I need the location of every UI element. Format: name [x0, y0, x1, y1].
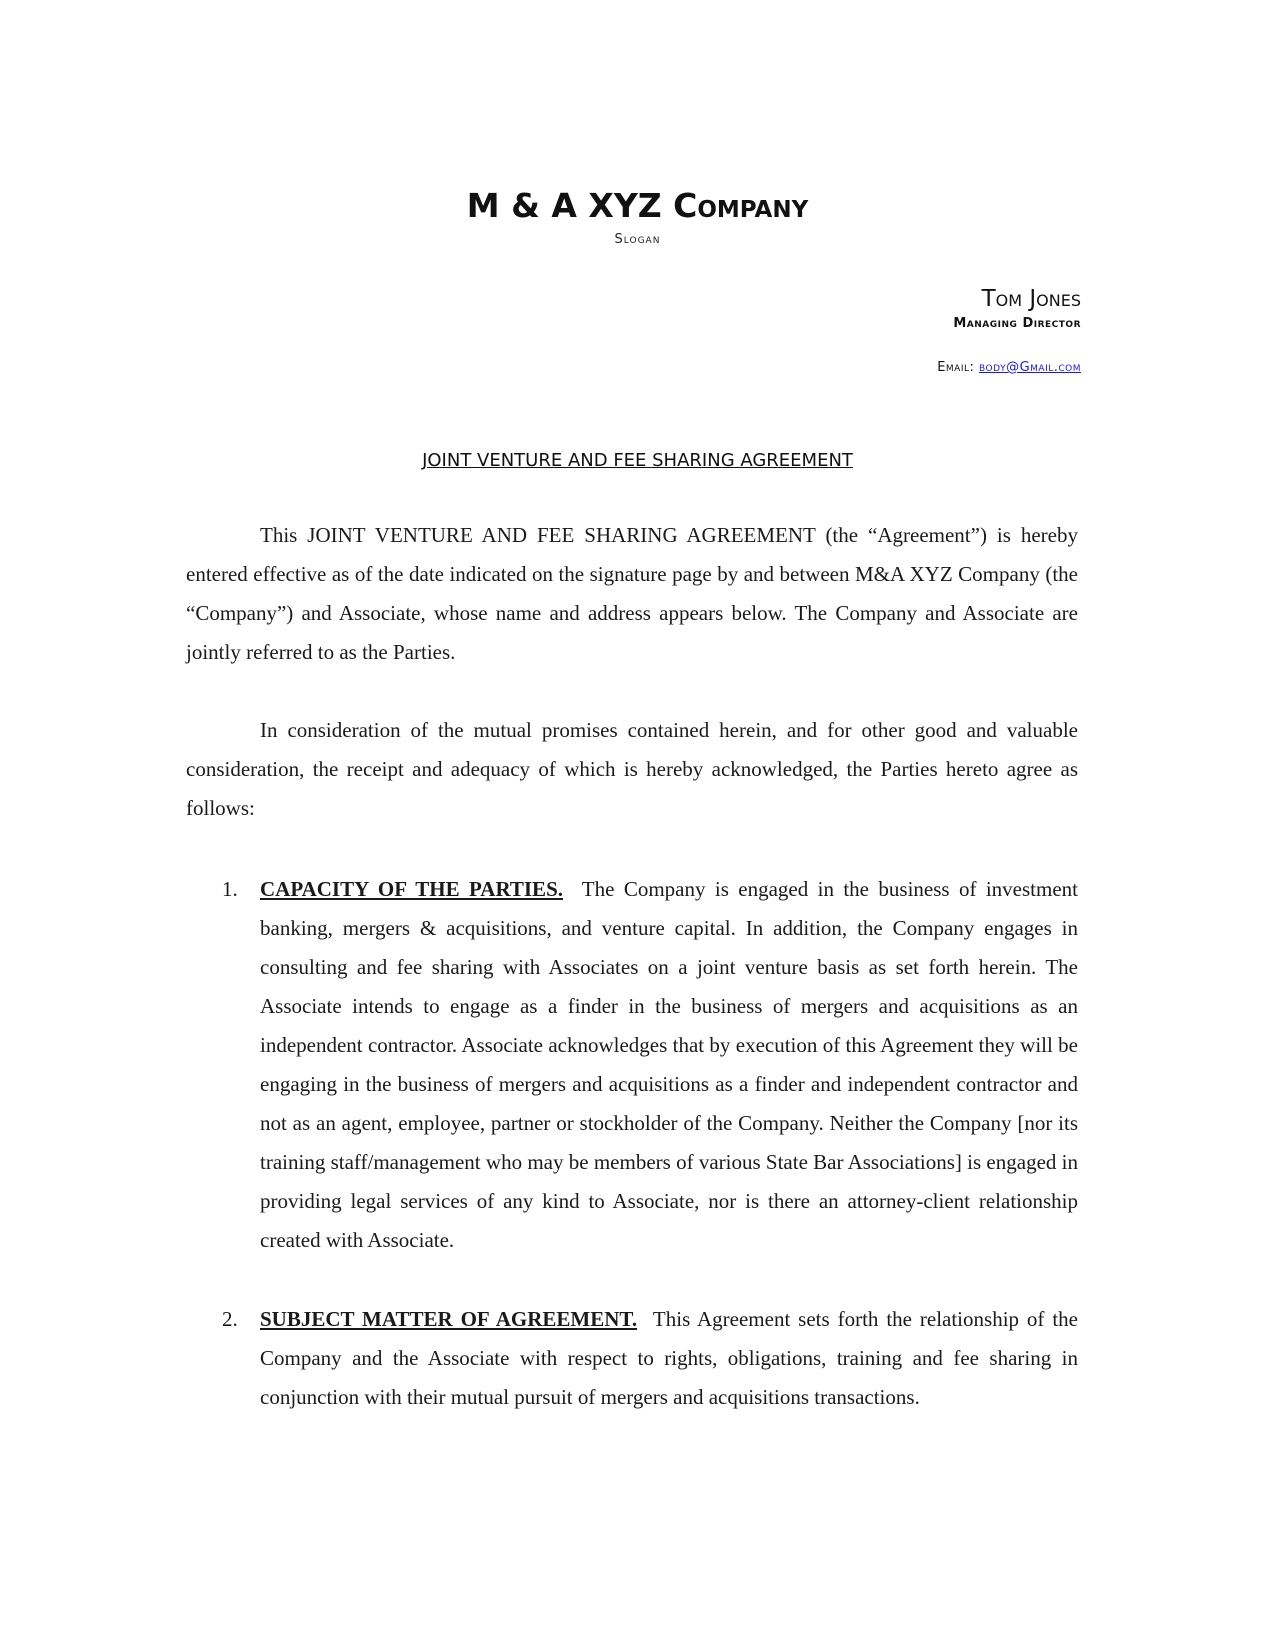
- intro-paragraph: This JOINT VENTURE AND FEE SHARING AGREEMENT (the “Agreement”) is hereby entered effective as of the date indicated on the signature page by and between M&A XYZ Company (the “Company”) and Associate, whose name and address appears below. The Company and Associate are jointly referred to as the Parties.: [186, 523, 1078, 664]
- email-link[interactable]: body@Gmail.com: [979, 360, 1081, 375]
- document-title: JOINT VENTURE AND FEE SHARING AGREEMENT: [422, 450, 853, 471]
- section-number: 2.: [222, 1307, 238, 1331]
- contact-email-line: [937, 360, 1081, 375]
- section-body: [260, 1300, 1078, 1417]
- email-label: Email:: [937, 360, 975, 375]
- contact-title: Managing Director: [953, 316, 1081, 331]
- consideration-paragraph: In consideration of the mutual promises contained herein, and for other good and valuable consideration, the receipt and adequacy of which is hereby acknowledged, the Parties hereto agree as follows:: [186, 718, 1078, 820]
- section-text: This Agreement sets forth the relationship of the Company and the Associate with respect to rights, obligations, training and fee sharing in conjunction with their mutual pursuit of mergers and acquisitions transactions.: [260, 1307, 1078, 1409]
- section-text: The Company is engaged in the business of investment banking, mergers & acquisitions, and venture capital. In addition, the Company engages in consulting and fee sharing with Associates on a joint venture basis as set forth herein. The Associate intends to engage as a finder in the business of mergers and acquisitions as an independent contractor. Associate acknowledges that by execution of this Agreement they will be engaging in the business of mergers and acquisitions as a finder and independent contractor and not as an agent, employee, partner or stockholder of the Company. Neither the Company [nor its training staff/management who may be members of various State Bar Associations] is engaged in providing legal services of any kind to Associate, nor is there an attorney-client relationship created with Associate.: [260, 877, 1078, 1252]
- contact-name: Tom Jones: [981, 286, 1081, 312]
- section-heading: CAPACITY OF THE PARTIES.: [260, 877, 563, 901]
- section-heading: SUBJECT MATTER OF AGREEMENT.: [260, 1307, 638, 1331]
- section-number: 1.: [222, 877, 238, 901]
- company-name: M & A XYZ Company: [466, 186, 809, 225]
- section-body: [260, 870, 1078, 1260]
- company-slogan: Slogan: [614, 232, 661, 247]
